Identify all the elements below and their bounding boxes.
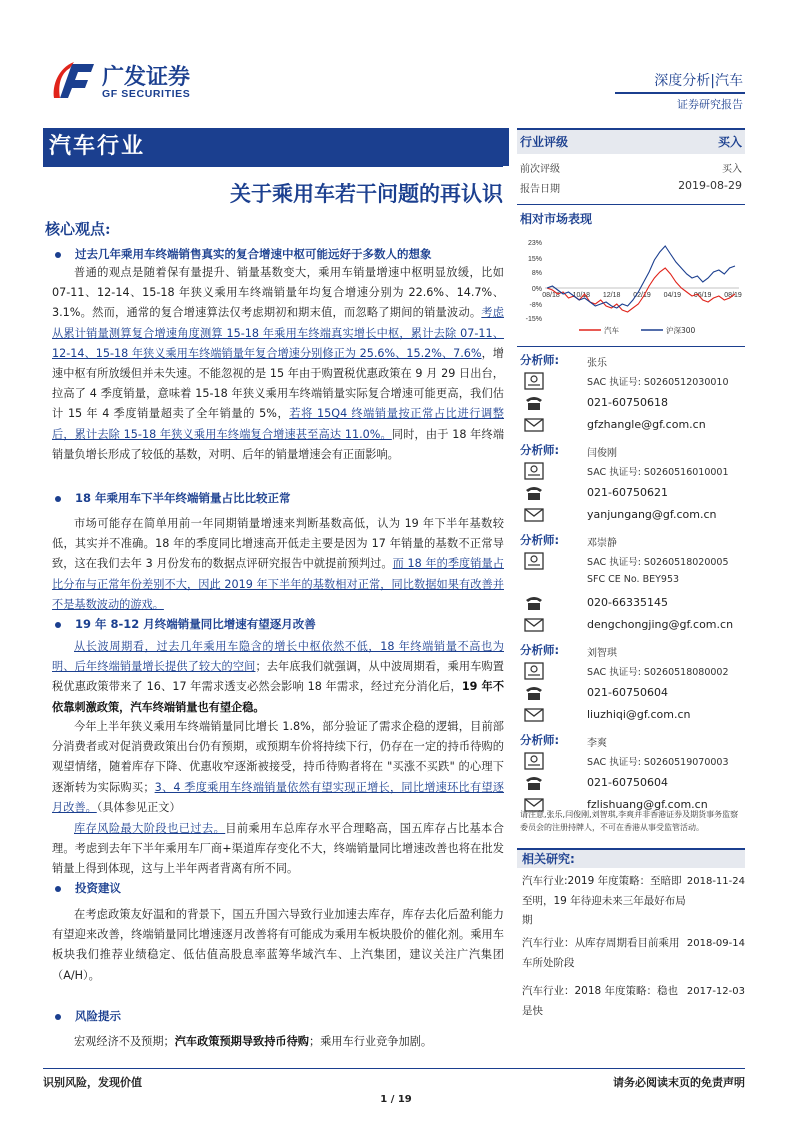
para-1a: 普通的观点是随着保有量提升、销量基数变大，乘用车销量增速中枢明显放缓，比如 07-11、12-14、15-18 年狭义乘用车终端销量年均复合增速分别为 22.6%、14.7%、3.1%。然而，通常的复合增速算法仅考虑期初和期末值，而忽略了期间的销量波动。: [52, 266, 504, 320]
chart-y-ticks: [526, 240, 542, 323]
sfc-disclaimer: [520, 808, 745, 834]
para-5c: ；乘用车行业竞争加剧。: [308, 1035, 433, 1048]
para-1d: 若将 15Q4 终端销量按正常占比进行调整后，累计去除 15-18 年狭义乘用车终端复合增速甚至高达 11.0%。: [52, 407, 504, 441]
footer-right: 请务必阅读末页的免责声明: [613, 1076, 745, 1089]
analyst-name: 李爽: [587, 738, 607, 749]
legend-label: 沪深300: [666, 326, 696, 335]
chart-divider: [517, 346, 745, 347]
analyst-role: 分析师:: [520, 353, 560, 367]
email-icon: [523, 706, 545, 724]
analyst-email[interactable]: gfzhangle@gf.com.cn: [587, 418, 706, 431]
prev-rating-value: 买入: [722, 164, 742, 175]
id-card-icon: [523, 372, 545, 390]
x-tick-label: 06/19: [693, 292, 712, 299]
para-3a: 从长波周期看，过去几年乘用车隐含的增长中枢依然不低，18 年终端销量不高也为明、后年终端销量增长提供了较大的空间: [52, 640, 504, 674]
analyst-phone[interactable]: 021-60750604: [587, 776, 668, 789]
para-5b: 汽车政策预期导致持币待购: [174, 1035, 309, 1048]
x-tick-label: 04/19: [663, 292, 682, 299]
bullet-3-text: 19 年 8-12 月终端销量同比增速有望逐月改善: [75, 617, 316, 631]
logo-en: GF SECURITIES: [102, 88, 191, 100]
analyst-role: 分析师:: [520, 733, 560, 747]
bullet-dot-icon: [55, 886, 61, 892]
bullet-dot-icon: [55, 252, 61, 258]
analyst-sac: SAC 执证号: S0260518080002: [587, 667, 729, 678]
y-tick-label: 23%: [527, 240, 542, 247]
legend-label: 汽车: [604, 326, 619, 335]
id-card-icon: [523, 552, 545, 570]
y-tick-label: -15%: [525, 316, 542, 323]
related-item-date: 2017-12-03: [686, 986, 745, 997]
para-1c: ，增速中枢有所放缓但并未失速。不能忽视的是 15 年由于购置税优惠政策在 9 月 29 日出台，拉高了 4 季度销量，意味着 15-18 年狭义乘用车终端销量实际复合增速可能更高，我们估计 15 年 4 季度销量超卖了全年销量的 5%，: [52, 346, 504, 421]
phone-icon: [523, 394, 545, 412]
industry-banner: 汽车行业: [43, 128, 509, 166]
para-3c: 19 年不依靠刺激政策，汽车终端销量也有望企稳。: [52, 680, 505, 714]
prev-rating-label: 前次评级: [520, 164, 560, 175]
analyst-sac: SAC 执证号: S0260519070003: [587, 757, 729, 768]
rating-divider: [517, 204, 745, 205]
para-3f: （具体参见正文）: [96, 800, 181, 814]
bullet-1: [55, 246, 505, 262]
y-tick-label: -8%: [529, 302, 542, 309]
email-icon: [523, 506, 545, 524]
bullet-5-text: 风险提示: [75, 1009, 121, 1023]
x-tick-label: 08/19: [724, 292, 742, 299]
phone-icon: [523, 594, 545, 612]
core-heading: 核心观点:: [45, 220, 111, 238]
para-3b: ；去年底我们就强调，从中波周期看，乘用车购置税优惠政策带来了 16、17 年需求透支必然会影响 18 年需求，经过充分消化后，: [52, 660, 504, 694]
chart-legend: [579, 325, 696, 335]
related-label: 相关研究:: [522, 852, 575, 866]
analyst-email[interactable]: yanjungang@gf.com.cn: [587, 508, 717, 521]
footer-rule: [43, 1068, 745, 1069]
id-card-icon: [523, 662, 545, 680]
para-3e: 3、4 季度乘用车终端销量依然有望实现正增长，同比增速环比有望逐月改善。: [52, 780, 504, 814]
rating-label: 行业评级: [520, 135, 569, 149]
related-item-title[interactable]: 汽车行业:2019 年度策略：至暗即至明，19 年待迎未来三年最好布局期: [522, 875, 686, 926]
analyst-role: 分析师:: [520, 533, 560, 547]
x-tick-label: 12/18: [602, 292, 621, 299]
x-tick-label: 08/18: [542, 292, 560, 299]
email-icon: [523, 616, 545, 634]
para-3g: 库存风险最大阶段也已过去。: [74, 822, 226, 835]
logo-cn: 广发证券: [102, 65, 191, 90]
para-5: [52, 1032, 504, 1052]
analyst-sac: SAC 执证号: S0260512030010: [587, 377, 729, 388]
analyst-sac: SAC 执证号: S0260516010001: [587, 467, 729, 478]
related-item-title[interactable]: 汽车行业：从库存周期看目前乘用车所处阶段: [522, 937, 680, 969]
chart-lines: [547, 246, 735, 312]
analyst-phone[interactable]: 021-60750618: [587, 396, 668, 409]
para-3-cont2: [52, 819, 504, 880]
analyst-role: 分析师:: [520, 443, 560, 457]
analyst-sfc: SFC CE No. BEY953: [587, 574, 680, 585]
bullet-2-text: 18 年乘用车下半年终端销量占比比较正常: [75, 491, 291, 505]
bullet-dot-icon: [55, 496, 61, 502]
y-tick-label: 8%: [531, 270, 542, 277]
analyst-email[interactable]: liuzhiqi@gf.com.cn: [587, 708, 691, 721]
rating-value: 买入: [717, 135, 742, 149]
para-4-text: 在考虑政策友好温和的背景下，国五升国六导致行业加速去库存，库存去化后盈利能力有望迎来改善，终端销量同比增速逐月改善将有可能成为乘用车板块股价的催化剂。乘用车板块我们推荐业绩稳定、低估值高股息率蓝筹华域汽车、上汽集团，建议关注广汽集团（A/H）。: [52, 908, 504, 982]
x-tick-label: 10/18: [572, 292, 591, 299]
report-type: 深度分析|汽车: [654, 73, 743, 89]
header-rule: [615, 92, 745, 94]
analyst-sac: SAC 执证号: S0260518020005: [587, 557, 729, 568]
bullet-4-text: 投资建议: [75, 881, 121, 895]
logo: [50, 58, 230, 104]
date-value: 2019-08-29: [678, 179, 742, 192]
para-2b: 而 18 年的季度销量占比分布与正常年份差别不大，因此 2019 年下半年的基数相对正常，同比数据如果有改善并不是基数波动的游戏。: [52, 557, 504, 611]
analyst-phone[interactable]: 021-60750604: [587, 686, 668, 699]
bullet-2: [55, 490, 505, 506]
footer-left: 识别风险，发现价值: [43, 1076, 142, 1089]
para-3-cont: [52, 717, 504, 818]
id-card-icon: [523, 462, 545, 480]
report-sub: 证券研究报告: [677, 98, 743, 111]
analyst-role: 分析师:: [520, 643, 560, 657]
analyst-email[interactable]: dengchongjing@gf.com.cn: [587, 618, 734, 631]
analyst-email[interactable]: fzlishuang@gf.com.cn: [587, 798, 708, 811]
sfc-disclaimer-text: 请注意,张乐,闫俊刚,刘智琪,李爽并非香港证券及期货事务监察委员会的注册持牌人，不可在香港从事受监管活动。: [520, 810, 739, 832]
para-2: [52, 514, 504, 615]
phone-icon: [523, 774, 545, 792]
id-card-icon: [523, 752, 545, 770]
relative-performance-chart: [517, 234, 745, 338]
date-label: 报告日期: [520, 184, 560, 195]
para-1e: 同时，由于 18 年终端销量负增长形成了较低的基数，对明、后年的销量增速会有正面影响。: [52, 427, 505, 461]
bullet-1-text: 过去几年乘用车终端销售真实的复合增速中枢可能远好于多数人的想象: [75, 247, 432, 261]
para-3d: 今年上半年狭义乘用车终端销量同比增长 1.8%，部分验证了需求企稳的逻辑，目前部分消费者或对促消费政策出台仍有预期，或预期车价将持续下行，仍存在一定的持币待购的观望情绪，随着库存下降、优惠收窄逐渐被接受，持币待购者将在 "买涨不买跌" 的心理下逐渐转为实际购买；: [52, 720, 504, 794]
para-5a: 宏观经济不及预期；: [74, 1035, 175, 1048]
analyst-name: 闫俊刚: [587, 448, 617, 459]
bullet-dot-icon: [55, 1014, 61, 1020]
para-4: [52, 905, 504, 986]
phone-icon: [523, 484, 545, 502]
report-title: 关于乘用车若干问题的再认识: [230, 181, 503, 206]
gf-logo-icon: [50, 58, 100, 104]
para-3: [52, 637, 504, 718]
y-tick-label: 0%: [531, 286, 542, 293]
phone-icon: [523, 684, 545, 702]
para-1: [52, 263, 504, 465]
analyst-phone[interactable]: 021-60750621: [587, 486, 668, 499]
bullet-4: [55, 880, 505, 896]
x-tick-label: 02/19: [633, 292, 651, 299]
para-2a: 市场可能存在简单用前一年同期销量增速来判断基数高低，认为 19 年下半年基数较低，其实并不准确。18 年的季度同比增速高开低走主要是因为 17 年销量的基数不正常导致，这在我们去年 3 月份发布的数据点评研究报告中就提前预判过。: [52, 517, 504, 571]
series-line-汽车: [547, 268, 735, 312]
analyst-name: 刘智琪: [587, 648, 617, 659]
related-item-date: 2018-09-14: [686, 938, 745, 949]
para-3h: 目前乘用车总库存水平合理略高，国五库存占比基本合理。考虑到去年下半年乘用车厂商+渠道库存变化不大，终端销量同比增速改善也将在批发销量上得到体现，这与上半年两者背离有所不同。: [52, 822, 504, 876]
market-label: 相对市场表现: [520, 212, 593, 226]
analyst-name: 张乐: [587, 358, 607, 369]
y-tick-label: 15%: [527, 256, 542, 263]
bullet-3: [55, 616, 505, 632]
related-item-date: 2018-11-24: [686, 876, 745, 887]
related-item-title[interactable]: 汽车行业：2018 年度策略：稳也是快: [522, 985, 679, 1017]
banner-underline: [43, 166, 503, 167]
para-1b: 考虑从累计销量测算复合增速角度测算 15-18 年乘用车终端真实增长中枢，累计去除 07-11、12-14、15-18 年狭义乘用车终端销量年复合增速分别修正为 25.6%、15.2%、7.6%: [52, 306, 504, 360]
bullet-5: [55, 1008, 505, 1024]
analyst-name: 邓崇静: [587, 538, 617, 549]
bullet-dot-icon: [55, 622, 61, 628]
analyst-phone[interactable]: 020-66335145: [587, 596, 668, 609]
email-icon: [523, 416, 545, 434]
page-number: 1 / 19: [380, 1094, 412, 1105]
